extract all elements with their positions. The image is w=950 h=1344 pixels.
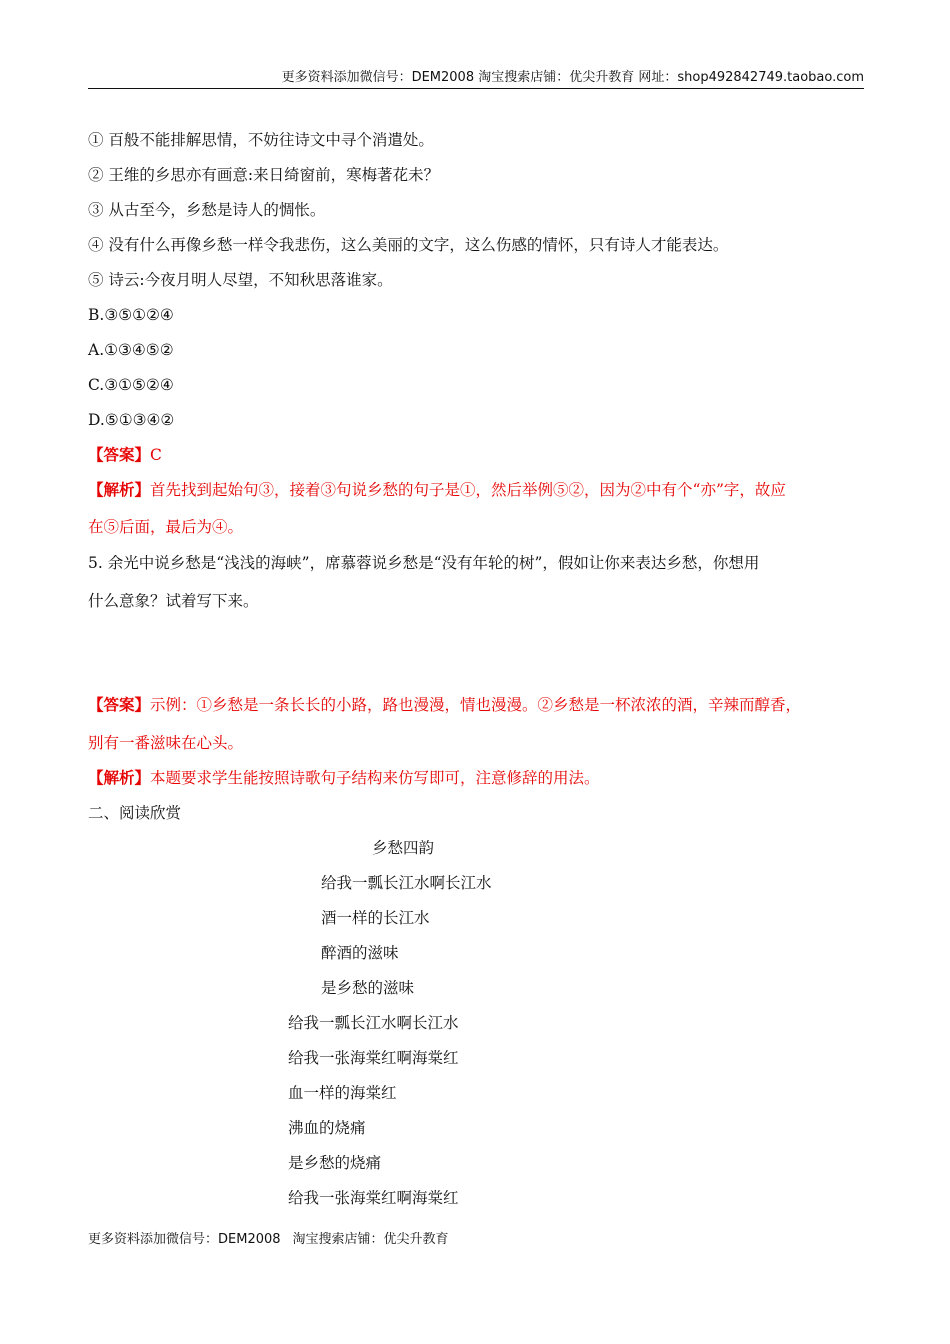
answer-text: 示例：①乡愁是一条长长的小路，路也漫漫，情也漫漫。②乡愁是一杯浓浓的酒，辛辣而醇香， xyxy=(150,696,802,714)
poem-line: 给我一张海棠红啊海棠红 xyxy=(288,1049,459,1067)
poem-line: 醉酒的滋味 xyxy=(321,944,399,962)
analysis-tag: 【解析】 xyxy=(88,768,151,787)
answer-tag: 【答案】 xyxy=(88,695,151,714)
q5-answer-line2: 别有一番滋味在心头。 xyxy=(88,734,244,752)
poem-line: 是乡愁的滋味 xyxy=(321,979,415,997)
poem-line: 是乡愁的烧痛 xyxy=(288,1154,382,1172)
option-1: ① 百般不能排解思情，不妨往诗文中寻个消遣处。 xyxy=(88,131,434,149)
q5-question-line1: 5. 余光中说乡愁是“浅浅的海峡”，席慕蓉说乡愁是“没有年轮的树”，假如让你来表达乡愁，你想用 xyxy=(88,554,760,572)
poem-line: 血一样的海棠红 xyxy=(288,1084,397,1102)
answer-tag: 【答案】 xyxy=(88,445,151,464)
choice-b: B.③⑤①②④ xyxy=(88,306,174,324)
q5-question-line2: 什么意象？试着写下来。 xyxy=(88,592,259,610)
footer-wechat: 更多资料添加微信号：DEM2008 xyxy=(88,1232,281,1247)
option-5: ⑤ 诗云:今夜月明人尽望，不知秋思落谁家。 xyxy=(88,271,393,289)
header-divider xyxy=(88,88,864,89)
choice-c: C.③①⑤②④ xyxy=(88,376,174,394)
choice-d: D.⑤①③④② xyxy=(88,411,175,429)
page-footer xyxy=(88,1228,449,1247)
option-4: ④ 没有什么再像乡愁一样令我悲伤，这么美丽的文字，这么伤感的情怀，只有诗人才能表达。 xyxy=(88,236,729,254)
choice-a: A.①③④⑤② xyxy=(88,341,174,359)
option-2: ② 王维的乡思亦有画意:来日绮窗前，寒梅著花未？ xyxy=(88,166,440,184)
section-heading: 二、阅读欣赏 xyxy=(88,804,182,822)
poem-line: 沸血的烧痛 xyxy=(288,1119,366,1137)
footer-shop: 淘宝搜索店铺：优尖升教育 xyxy=(292,1232,449,1247)
analysis-text: 首先找到起始句③，接着③句说乡愁的句子是①，然后举例⑤②，因为②中有个“亦”字，故应 xyxy=(150,481,786,499)
analysis-tag: 【解析】 xyxy=(88,480,151,499)
poem-line: 给我一瓢长江水啊长江水 xyxy=(321,874,492,892)
poem-line: 给我一瓢长江水啊长江水 xyxy=(288,1014,459,1032)
poem-line: 酒一样的长江水 xyxy=(321,909,430,927)
q4-analysis-line2: 在⑤后面，最后为④。 xyxy=(88,518,244,536)
poem-title: 乡愁四韵 xyxy=(372,839,435,857)
q5-answer-line1 xyxy=(88,695,801,715)
option-3: ③ 从古至今，乡愁是诗人的惆怅。 xyxy=(88,201,326,219)
q4-analysis-line1 xyxy=(88,480,786,500)
q5-analysis xyxy=(88,768,600,788)
poem-line: 给我一张海棠红啊海棠红 xyxy=(288,1189,459,1207)
q4-answer xyxy=(88,445,162,465)
analysis-text: 本题要求学生能按照诗歌句子结构来仿写即可，注意修辞的用法。 xyxy=(150,769,600,787)
page-header: 更多资料添加微信号：DEM2008 淘宝搜索店铺：优尖升教育 网址：shop492842749.taobao.com xyxy=(281,70,864,85)
answer-text: C xyxy=(150,446,162,464)
